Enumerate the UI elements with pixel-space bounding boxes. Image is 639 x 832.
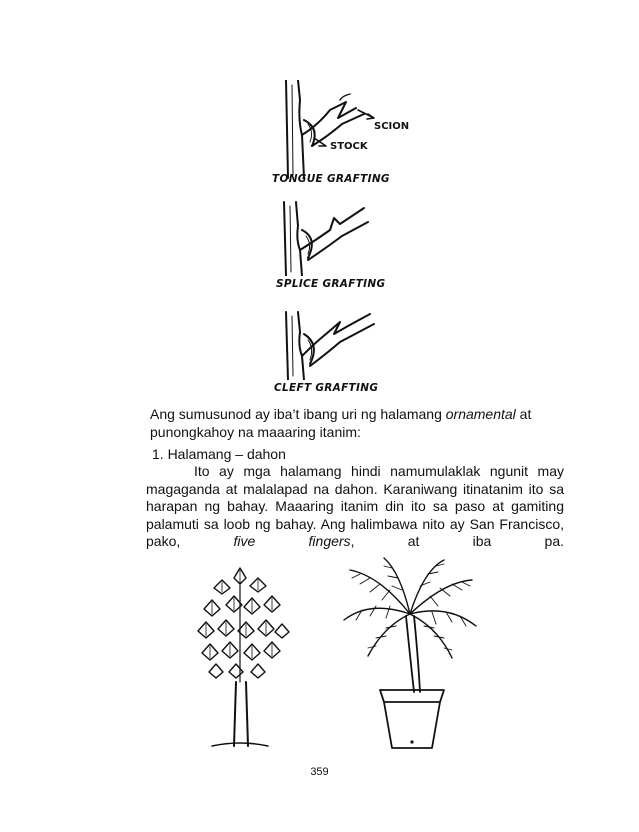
item-1-body-part2: , at iba pa. (350, 533, 565, 549)
tongue-grafting-illustration (268, 80, 438, 180)
cleft-grafting-illustration (270, 310, 390, 380)
splice-grafting-illustration (268, 200, 388, 276)
intro-text-part2: at punongkahoy na maaaring itanim: (150, 406, 532, 440)
splice-grafting-caption: SPLICE GRAFTING (276, 278, 386, 290)
item-1-body-italic: five fingers (233, 533, 351, 549)
item-1-body-part1: Ito ay mga halamang hindi namumulaklak ngunit may magaganda at malalapad na dahon. Karaniwang itinatanim ito sa harapan ng bahay. Maaaring itanim din ito sa paso at gamiting palamuti sa loob ng bahay. Ang halimbawa nito ay San Francisco, pako, (146, 463, 564, 549)
leafy-plant-illustration (192, 562, 292, 752)
potted-palm-illustration (340, 556, 480, 756)
stock-label: STOCK (330, 141, 368, 152)
tongue-grafting-caption: TONGUE GRAFTING (272, 173, 390, 185)
intro-text-italic: ornamental (445, 406, 516, 422)
intro-paragraph (146, 406, 564, 441)
intro-text-part1: Ang sumusunod ay iba’t ibang uri ng halamang (150, 406, 446, 422)
scion-label: SCION (374, 121, 410, 132)
item-1-heading: 1. Halamang – dahon (152, 446, 286, 462)
cleft-grafting-caption: CLEFT GRAFTING (274, 382, 379, 394)
item-1-body (146, 463, 564, 568)
page-number: 359 (310, 766, 329, 778)
